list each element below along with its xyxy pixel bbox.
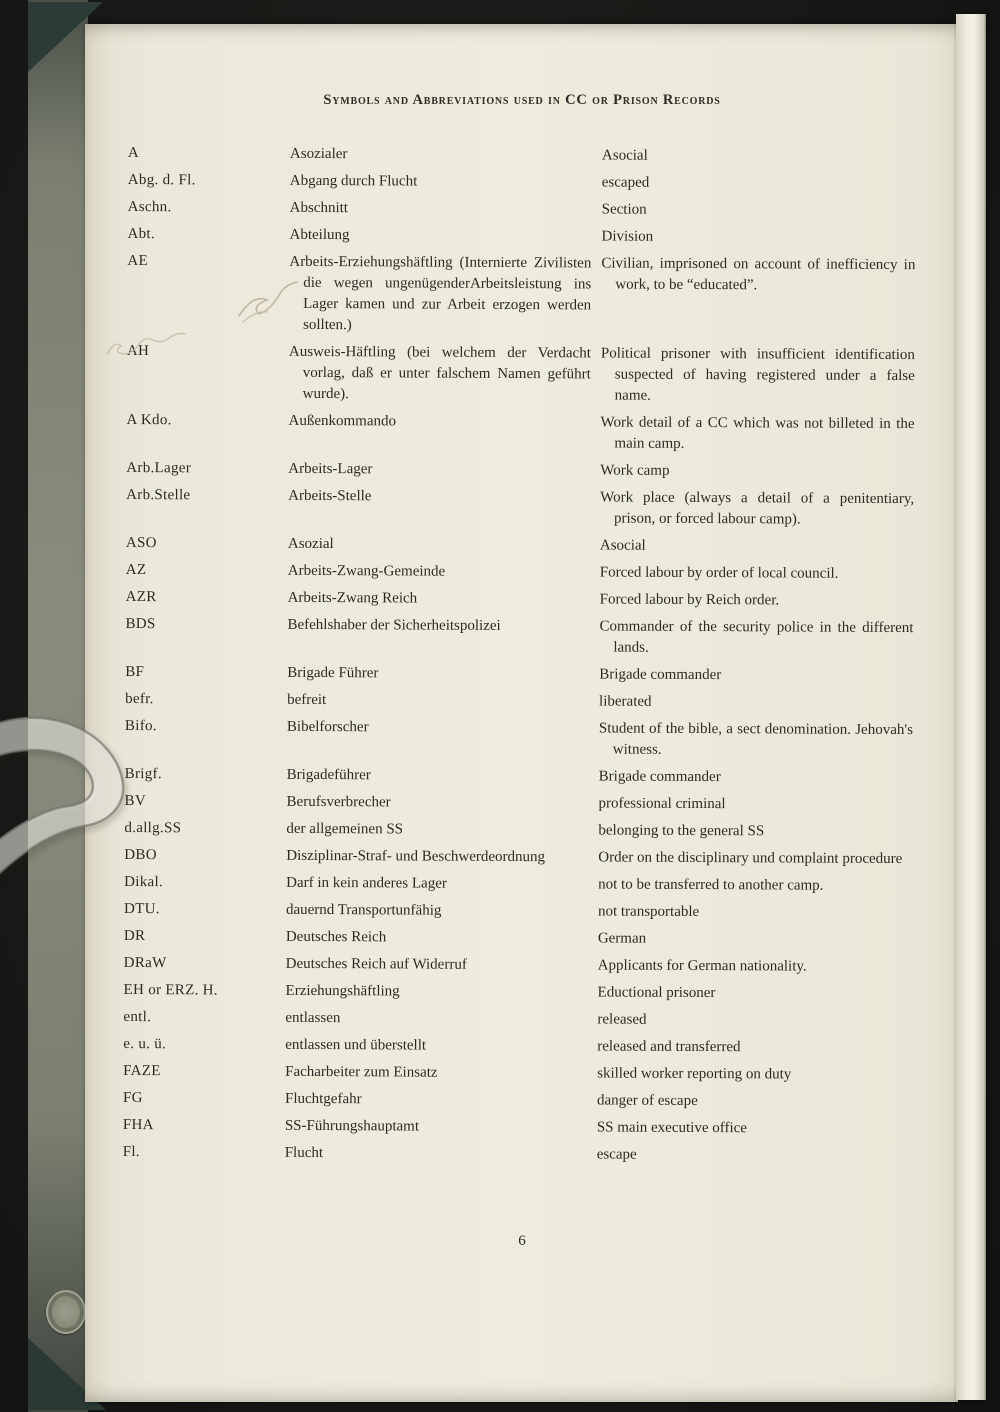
table-row xyxy=(126,458,914,483)
table-row xyxy=(124,926,912,951)
english-cell: professional criminal xyxy=(598,795,726,813)
german-cell: Arbeits-Zwang-Gemeinde xyxy=(287,562,446,580)
table-row xyxy=(126,410,914,456)
english-cell: Asocial xyxy=(599,537,646,554)
table-row xyxy=(123,1115,911,1140)
english-cell: Forced labour by order of local council. xyxy=(599,564,839,582)
english-cell: Student of the bible, a sect denomination. Jehovah's witness. xyxy=(598,720,913,758)
abbr-cell: FAZE xyxy=(123,1062,161,1080)
english-cell: escaped xyxy=(601,174,650,191)
german-cell: entlassen xyxy=(285,1009,341,1027)
table-row xyxy=(124,818,912,843)
table-row xyxy=(125,614,913,660)
english-cell: Brigade commander xyxy=(599,666,722,684)
abbr-cell: Bifo. xyxy=(124,717,157,735)
table-row xyxy=(124,845,912,870)
german-cell: Deutsches Reich auf Widerruf xyxy=(285,955,467,973)
abbr-cell: DR xyxy=(123,927,146,945)
table-row xyxy=(126,485,914,531)
abbr-cell: DRaW xyxy=(123,954,167,972)
german-cell: Asozial xyxy=(287,535,334,553)
table-row xyxy=(123,1088,911,1113)
paperclip xyxy=(0,700,142,910)
english-cell: not to be transferred to another camp. xyxy=(598,876,824,894)
abbr-cell: Abt. xyxy=(127,225,156,243)
german-cell: Arbeits-Stelle xyxy=(288,487,372,505)
german-cell: Disziplinar-Straf- und Beschwerdeordnung xyxy=(286,847,546,866)
german-cell: befreit xyxy=(287,691,327,709)
german-cell: Erziehungshäftling xyxy=(285,982,400,1000)
english-cell: SS main executive office xyxy=(596,1119,748,1137)
abbr-cell: Arb.Stelle xyxy=(126,486,191,504)
table-row xyxy=(126,587,914,612)
english-cell: Asocial xyxy=(601,147,648,164)
english-cell: Work place (always a detail of a penitentiary, prison, or forced labour camp). xyxy=(600,489,915,528)
english-cell: escape xyxy=(596,1146,637,1163)
abbr-cell: Abg. d. Fl. xyxy=(127,171,196,189)
abbr-cell: d.allg.SS xyxy=(124,819,182,837)
pencil-squiggle xyxy=(233,276,303,328)
table-row xyxy=(126,560,914,585)
abbr-cell: ASO xyxy=(125,534,157,552)
abbr-cell: A Kdo. xyxy=(126,411,172,429)
german-cell: Abschnitt xyxy=(289,199,349,217)
german-cell: Befehlshaber der Sicherheitspolizei xyxy=(287,616,501,634)
table-row xyxy=(123,1007,911,1032)
english-cell: Eductional prisoner xyxy=(597,984,716,1002)
english-cell: not transportable xyxy=(597,903,700,921)
german-cell: Ausweis-Häftling (bei welchem der Verdacht vorlag, daß er unter falschem Namen geführt wurde). xyxy=(288,343,591,403)
english-cell: skilled worker reporting on duty xyxy=(597,1065,792,1083)
abbr-cell: DTU. xyxy=(123,900,160,918)
english-cell: Work camp xyxy=(600,462,670,479)
abbr-cell: AE xyxy=(127,252,149,270)
abbr-cell: FG xyxy=(122,1089,143,1107)
german-cell: Bibelforscher xyxy=(286,718,369,736)
english-cell: Applicants for German nationality. xyxy=(597,957,807,975)
table-row xyxy=(127,224,915,249)
german-cell: Arbeits-Zwang Reich xyxy=(287,589,418,607)
abbr-cell: Aschn. xyxy=(127,198,172,216)
english-cell: Division xyxy=(601,228,654,245)
document-page xyxy=(85,24,958,1402)
abbr-cell: BV xyxy=(124,792,147,810)
abbr-cell: FHA xyxy=(122,1116,154,1134)
table-row xyxy=(127,341,915,408)
german-cell: Fluchtgefahr xyxy=(284,1090,362,1108)
english-cell: Civilian, imprisoned on account of inefficiency in work, to be “educated”. xyxy=(601,255,916,294)
abbr-cell: Fl. xyxy=(122,1143,140,1161)
table-row xyxy=(125,764,913,789)
english-cell: Commander of the security police in the different lands. xyxy=(599,618,914,656)
abbr-cell: befr. xyxy=(125,690,154,708)
english-cell: released xyxy=(597,1011,647,1028)
table-row xyxy=(128,197,916,222)
german-cell: Abteilung xyxy=(289,226,350,244)
pencil-handwriting xyxy=(103,324,199,364)
table-row xyxy=(125,716,913,762)
german-cell: Flucht xyxy=(284,1144,324,1162)
abbr-cell: BDS xyxy=(125,615,156,633)
page-title: Symbols and Abbreviations used in CC or Prison Records xyxy=(323,92,721,108)
english-cell: Work detail of a CC which was not billeted in the main camp. xyxy=(600,414,915,452)
german-cell: Berufsverbrecher xyxy=(286,793,391,811)
table-row xyxy=(124,899,912,924)
table-row xyxy=(123,1142,911,1167)
abbr-cell: BF xyxy=(125,663,145,681)
german-cell: entlassen und überstellt xyxy=(285,1036,427,1054)
abbr-cell: A xyxy=(127,144,140,162)
german-cell: Brigadeführer xyxy=(286,766,371,784)
abbr-cell: DBO xyxy=(124,846,157,864)
english-cell: Brigade commander xyxy=(598,768,721,786)
english-cell: released and transferred xyxy=(597,1038,741,1056)
table-row xyxy=(125,689,913,714)
german-cell: Arbeits-Erziehungshäftling (Internierte Zivilisten die wegen ungenügenderArbeitsleistung ins Lager kamen und zur Arbeit erzogen werden sollten.) xyxy=(289,253,592,334)
table-row xyxy=(126,533,914,558)
abbr-cell: AZR xyxy=(125,588,157,606)
german-cell: Facharbeiter zum Einsatz xyxy=(285,1063,438,1081)
german-cell: Deutsches Reich xyxy=(285,928,387,946)
table-row xyxy=(123,1061,911,1086)
table-row xyxy=(123,1034,911,1059)
english-cell: Forced labour by Reich order. xyxy=(599,591,780,609)
english-cell: German xyxy=(597,930,647,947)
german-cell: Arbeits-Lager xyxy=(288,460,373,478)
table-row xyxy=(128,170,916,195)
german-cell: SS-Führungshauptamt xyxy=(284,1117,420,1135)
abbr-cell: entl. xyxy=(123,1008,152,1026)
english-cell: belonging to the general SS xyxy=(598,822,765,840)
table-row xyxy=(124,980,912,1005)
german-cell: Darf in kein anderes Lager xyxy=(286,874,447,892)
table-row xyxy=(124,791,912,816)
german-cell: Asozialer xyxy=(289,145,348,163)
german-cell: Außenkommando xyxy=(288,412,397,430)
english-cell: danger of escape xyxy=(596,1092,698,1109)
abbr-cell: e. u. ü. xyxy=(123,1035,167,1053)
german-cell: Abgang durch Flucht xyxy=(289,172,418,190)
english-cell: liberated xyxy=(599,693,652,710)
abbr-cell: Brigf. xyxy=(124,765,162,783)
embossed-stamp xyxy=(46,1290,86,1334)
table-row xyxy=(124,872,912,897)
german-cell: dauernd Transportunfähig xyxy=(285,901,442,919)
german-cell: der allgemeinen SS xyxy=(286,820,404,838)
german-cell: Brigade Führer xyxy=(287,664,379,682)
page-number: 6 xyxy=(518,1233,526,1249)
english-cell: Order on the disciplinary und complaint procedure xyxy=(598,849,903,868)
table-row xyxy=(124,953,912,978)
table-row xyxy=(125,662,913,687)
next-page-edge xyxy=(956,14,986,1400)
english-cell: Section xyxy=(601,201,647,218)
abbr-cell: AZ xyxy=(125,561,147,579)
abbr-cell: Dikal. xyxy=(124,873,164,891)
abbr-cell: Arb.Lager xyxy=(126,459,192,477)
abbr-cell: AH xyxy=(126,342,150,360)
abbr-cell: EH or ERZ. H. xyxy=(123,981,218,999)
english-cell: Political prisoner with insufficient identification suspected of having registered under a false name. xyxy=(600,345,915,404)
table-row xyxy=(128,143,916,168)
